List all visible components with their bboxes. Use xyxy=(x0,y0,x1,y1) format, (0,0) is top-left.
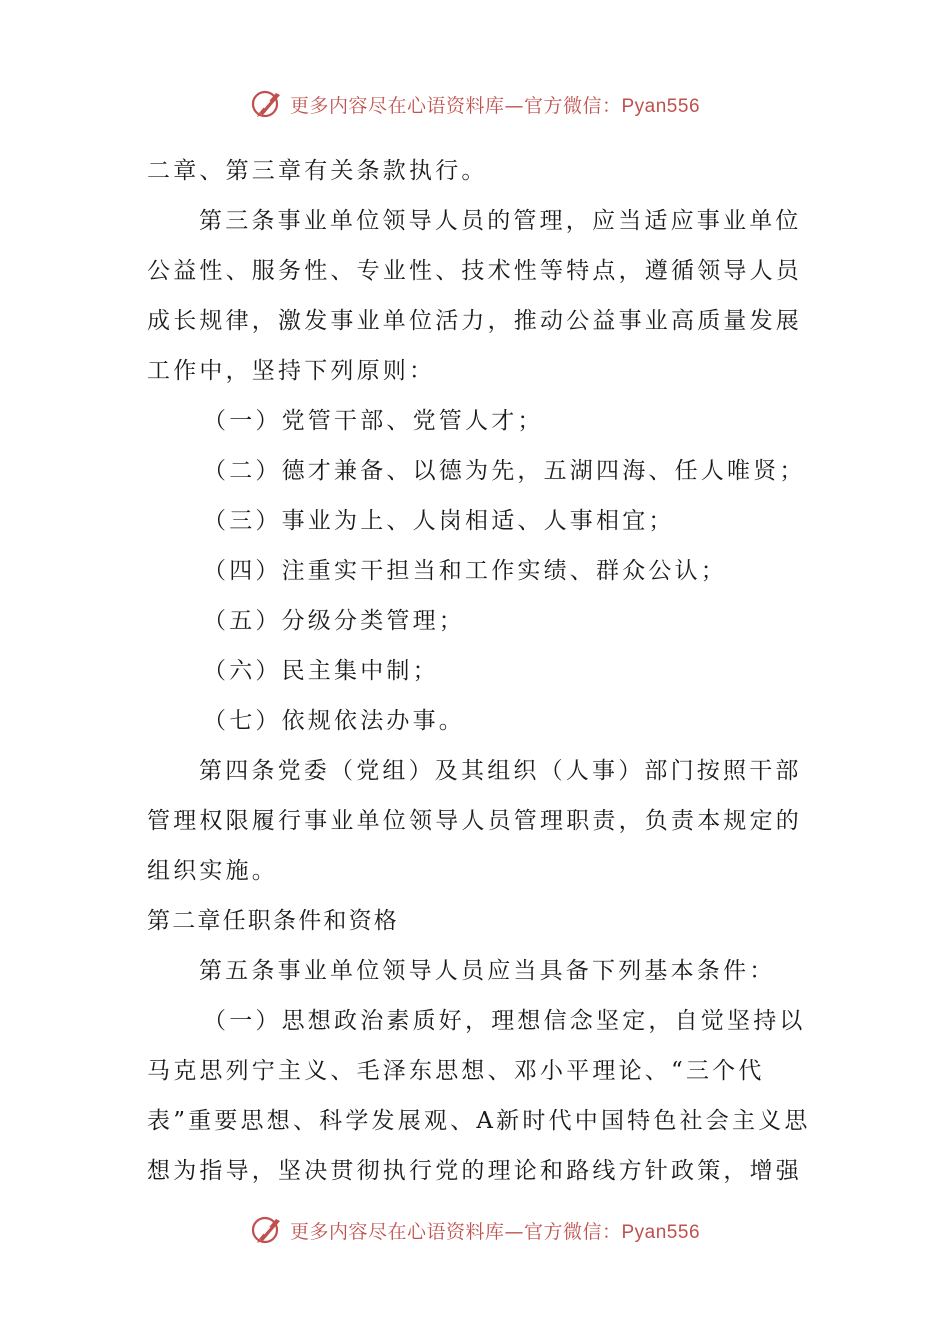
list-item: （七）依规依法办事。 xyxy=(203,708,465,734)
text-line: 想为指导，坚决贯彻执行党的理论和路线方针政策，增强 xyxy=(147,1158,802,1184)
text-line: 马克思列宁主义、毛泽东思想、邓小平理论、“三个代 xyxy=(147,1058,765,1084)
watermark-header xyxy=(0,84,950,124)
text-line: 第四条党委（党组）及其组织（人事）部门按照干部 xyxy=(199,758,802,784)
text-line: 表”重要思想、科学发展观、A新时代中国特色社会主义思 xyxy=(147,1108,811,1134)
watermark-text: 更多内容尽在心语资料库—官方微信：Pyan556 xyxy=(289,94,701,117)
chapter-heading: 第二章任职条件和资格 xyxy=(147,908,399,934)
document-body xyxy=(147,146,811,1196)
text-line: 公益性、服务性、专业性、技术性等特点，遵循领导人员 xyxy=(147,258,802,284)
quill-pen-icon xyxy=(250,87,284,121)
text-line: 第三条事业单位领导人员的管理，应当适应事业单位 xyxy=(199,208,802,234)
list-item: （五）分级分类管理； xyxy=(203,608,465,634)
list-item: （一）思想政治素质好，理想信念坚定，自觉坚持以 xyxy=(203,1008,806,1034)
watermark-text: 更多内容尽在心语资料库—官方微信：Pyan556 xyxy=(289,1220,701,1243)
text-line: 成长规律，激发事业单位活力，推动公益事业高质量发展 xyxy=(147,308,802,334)
text-line: 二章、第三章有关条款执行。 xyxy=(147,158,488,184)
list-item: （六）民主集中制； xyxy=(203,658,439,684)
list-item: （四）注重实干担当和工作实绩、群众公认； xyxy=(203,558,727,584)
text-line: 管理权限履行事业单位领导人员管理职责，负责本规定的 xyxy=(147,808,802,834)
text-line: 工作中，坚持下列原则： xyxy=(147,358,436,384)
list-item: （一）党管干部、党管人才； xyxy=(203,408,544,434)
watermark-footer xyxy=(0,1210,950,1250)
quill-pen-icon xyxy=(250,1213,284,1247)
list-item: （三）事业为上、人岗相适、人事相宜； xyxy=(203,508,675,534)
list-item: （二）德才兼备、以德为先，五湖四海、任人唯贤； xyxy=(203,458,806,484)
text-line: 第五条事业单位领导人员应当具备下列基本条件： xyxy=(199,958,776,984)
text-line: 组织实施。 xyxy=(147,858,278,884)
